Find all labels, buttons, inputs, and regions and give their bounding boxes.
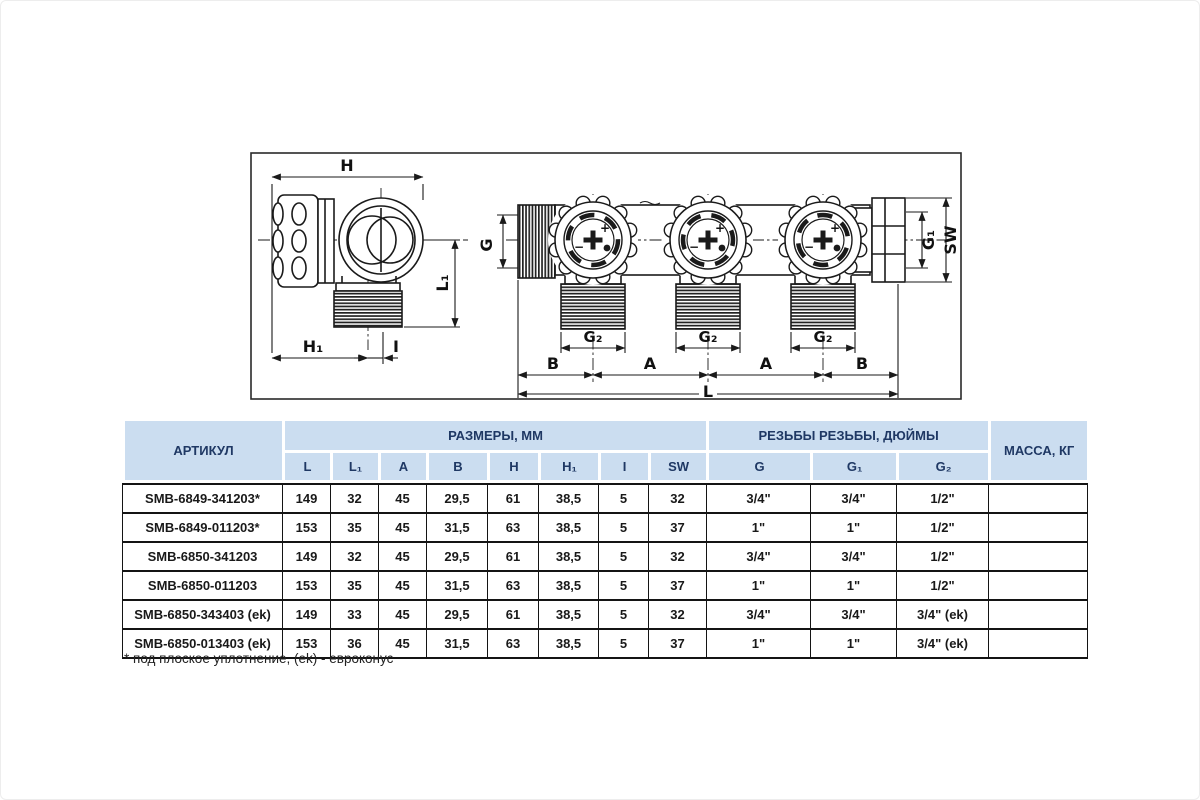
group-header-threads: РЕЗЬБЫ РЕЗЬБЫ, ДЮЙМЫ: [708, 420, 990, 452]
value-cell: [989, 629, 1088, 658]
valve-wheel: [663, 195, 753, 285]
column-header-1: L: [284, 452, 332, 482]
wheel-minus-mark: −: [803, 240, 815, 254]
dim-label-l1: L₁: [433, 274, 452, 292]
dim-label-b: B: [546, 354, 560, 373]
value-cell: 31,5: [427, 513, 488, 542]
column-header-9: G: [708, 452, 812, 482]
column-header-3: A: [380, 452, 428, 482]
value-cell: 1": [707, 513, 811, 542]
column-header-4: B: [428, 452, 489, 482]
value-cell: 149: [283, 484, 331, 513]
value-cell: 1": [811, 513, 897, 542]
left-view: [258, 156, 468, 364]
value-cell: 36: [331, 629, 379, 658]
column-header-11: G₂: [898, 452, 990, 482]
value-cell: 5: [599, 571, 649, 600]
footnote: * под плоское уплотнение, (ek) - евроконус: [124, 651, 394, 666]
value-cell: 5: [599, 542, 649, 571]
value-cell: [989, 571, 1088, 600]
value-cell: 29,5: [427, 600, 488, 629]
value-cell: [989, 513, 1088, 542]
article-cell: SMB-6849-011203*: [123, 513, 283, 542]
spec-table-header: [122, 418, 1090, 483]
value-cell: 153: [283, 571, 331, 600]
article-cell: SMB-6850-013403 (ek): [123, 629, 283, 658]
value-cell: 1": [707, 629, 811, 658]
column-header-10: G₁: [812, 452, 898, 482]
wheel-plus-mark: +: [599, 221, 611, 235]
value-cell: 37: [649, 571, 707, 600]
value-cell: 38,5: [539, 484, 599, 513]
dim-label-g2: G₂: [813, 328, 833, 346]
value-cell: 3/4": [811, 484, 897, 513]
dim-label-g2: G₂: [583, 328, 603, 346]
value-cell: 149: [283, 542, 331, 571]
value-cell: 37: [649, 513, 707, 542]
outlet-thread-side: [334, 276, 402, 327]
value-cell: 1/2": [897, 542, 989, 571]
value-cell: 32: [649, 484, 707, 513]
value-cell: 32: [331, 542, 379, 571]
value-cell: 3/4": [707, 542, 811, 571]
dim-label-l: L: [702, 382, 714, 400]
technical-drawing: [250, 152, 962, 400]
article-cell: SMB-6850-343403 (ek): [123, 600, 283, 629]
casting-mark: [640, 202, 660, 205]
dim-label-g1: G₁: [919, 229, 938, 251]
value-cell: 63: [488, 571, 539, 600]
value-cell: 61: [488, 542, 539, 571]
valve-body-circle: [339, 198, 423, 282]
value-cell: 63: [488, 513, 539, 542]
value-cell: 45: [379, 629, 427, 658]
column-header-mass: МАССА, КГ: [990, 420, 1089, 482]
dim-label-i: I: [393, 337, 399, 356]
article-cell: SMB-6850-011203: [123, 571, 283, 600]
article-cell: SMB-6850-341203: [123, 542, 283, 571]
dim-label-a: A: [643, 354, 657, 373]
article-cell: SMB-6849-341203*: [123, 484, 283, 513]
value-cell: 1": [707, 571, 811, 600]
value-cell: 3/4" (ek): [897, 600, 989, 629]
spec-table: [122, 418, 1087, 659]
value-cell: 3/4": [707, 484, 811, 513]
value-cell: 1/2": [897, 513, 989, 542]
dim-label-g: G: [477, 238, 496, 252]
value-cell: 5: [599, 629, 649, 658]
value-cell: 1": [811, 629, 897, 658]
column-header-7: I: [600, 452, 650, 482]
value-cell: 38,5: [539, 629, 599, 658]
wheel-minus-mark: −: [573, 240, 585, 254]
value-cell: 35: [331, 571, 379, 600]
value-cell: 45: [379, 542, 427, 571]
value-cell: 45: [379, 600, 427, 629]
value-cell: 3/4": [811, 600, 897, 629]
value-cell: 31,5: [427, 571, 488, 600]
wheel-plus-mark: +: [829, 221, 841, 235]
value-cell: 1": [811, 571, 897, 600]
value-cell: [989, 542, 1088, 571]
value-cell: 31,5: [427, 629, 488, 658]
drawing-svg: [250, 152, 962, 400]
value-cell: 29,5: [427, 542, 488, 571]
table-row: [123, 571, 1088, 600]
value-cell: 61: [488, 484, 539, 513]
column-header-6: H₁: [540, 452, 600, 482]
column-header-5: H: [489, 452, 540, 482]
dim-label-h1: H₁: [302, 337, 324, 356]
table-row: [123, 542, 1088, 571]
value-cell: 37: [649, 629, 707, 658]
column-header-8: SW: [650, 452, 708, 482]
value-cell: 149: [283, 600, 331, 629]
table-row: [123, 513, 1088, 542]
value-cell: 3/4" (ek): [897, 629, 989, 658]
value-cell: 153: [283, 513, 331, 542]
right-view: [477, 194, 960, 400]
value-cell: 61: [488, 600, 539, 629]
value-cell: 153: [283, 629, 331, 658]
value-cell: 5: [599, 513, 649, 542]
value-cell: 35: [331, 513, 379, 542]
wheel-minus-mark: −: [688, 240, 700, 254]
value-cell: 1/2": [897, 571, 989, 600]
value-cell: 3/4": [707, 600, 811, 629]
value-cell: 29,5: [427, 484, 488, 513]
dim-label-sw: SW: [941, 225, 960, 255]
value-cell: 33: [331, 600, 379, 629]
value-cell: 3/4": [811, 542, 897, 571]
value-cell: [989, 484, 1088, 513]
value-cell: 5: [599, 600, 649, 629]
value-cell: [989, 600, 1088, 629]
valve-cap-side: [273, 195, 334, 287]
table-row: [123, 600, 1088, 629]
table-row: [123, 484, 1088, 513]
value-cell: 38,5: [539, 571, 599, 600]
value-cell: 45: [379, 571, 427, 600]
dim-label-a: A: [759, 354, 773, 373]
valve-wheel: [548, 195, 638, 285]
wheel-plus-mark: +: [714, 221, 726, 235]
value-cell: 45: [379, 513, 427, 542]
value-cell: 38,5: [539, 542, 599, 571]
column-header-2: L₁: [332, 452, 380, 482]
dim-label-b: B: [855, 354, 869, 373]
value-cell: 63: [488, 629, 539, 658]
value-cell: 32: [331, 484, 379, 513]
group-header-dimensions: РАЗМЕРЫ, ММ: [284, 420, 708, 452]
value-cell: 38,5: [539, 513, 599, 542]
value-cell: 1/2": [897, 484, 989, 513]
dim-label-g2: G₂: [698, 328, 718, 346]
value-cell: 32: [649, 542, 707, 571]
valve-wheels: [548, 195, 868, 285]
spec-table-body: [122, 483, 1088, 659]
value-cell: 32: [649, 600, 707, 629]
value-cell: 38,5: [539, 600, 599, 629]
column-header-article: АРТИКУЛ: [124, 420, 284, 482]
value-cell: 45: [379, 484, 427, 513]
valve-wheel: [778, 195, 868, 285]
value-cell: 5: [599, 484, 649, 513]
dim-label-h: H: [340, 156, 354, 175]
